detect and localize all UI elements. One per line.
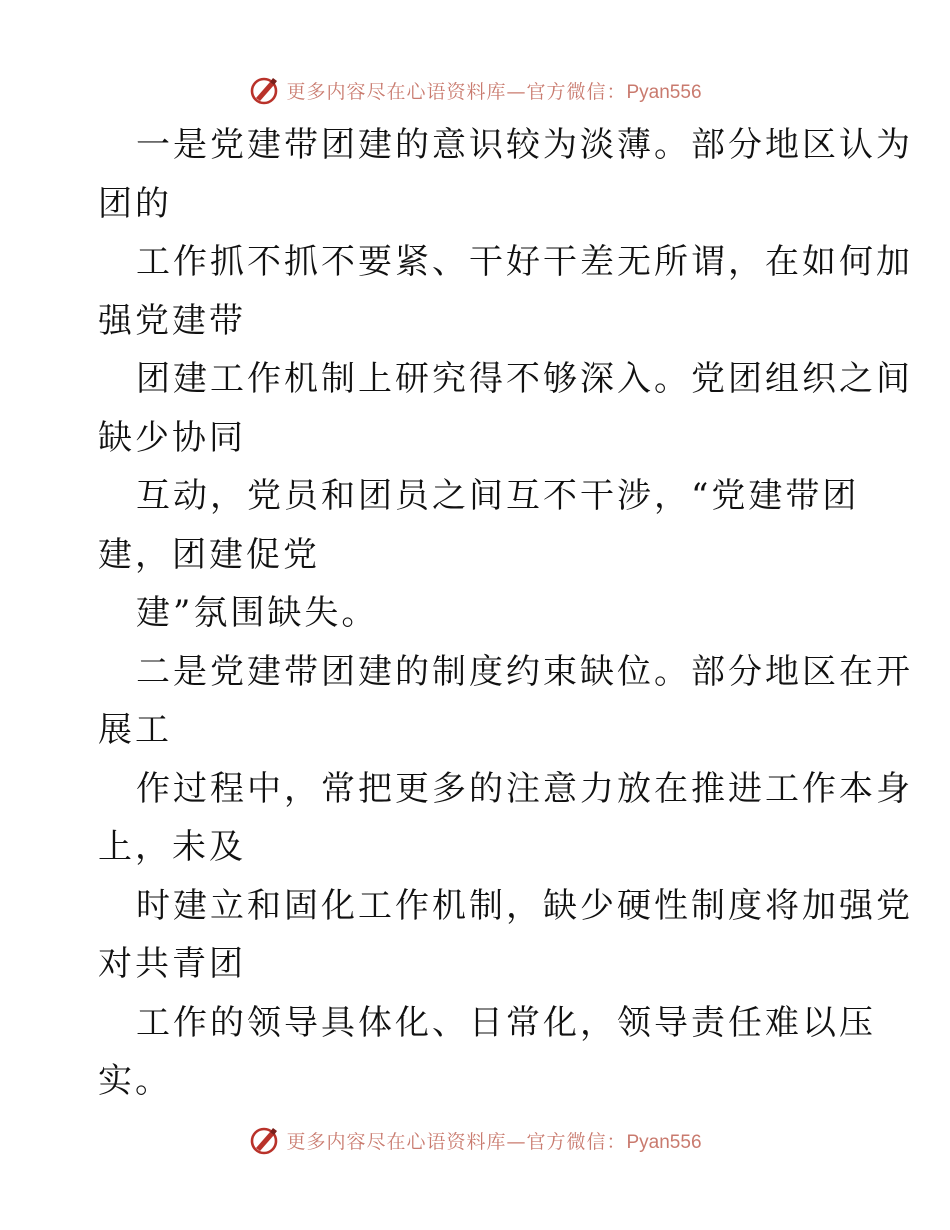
document-body bbox=[98, 116, 913, 1111]
text-line: 强党建带 bbox=[98, 300, 246, 341]
text-line: 上，未及 bbox=[98, 827, 246, 867]
text-line: 实。 bbox=[98, 1061, 172, 1101]
watermark-text: 更多内容尽在心语资料库—官方微信：Pyan556 bbox=[286, 1130, 702, 1153]
pen-logo-icon bbox=[248, 74, 280, 106]
text-line: 二是党建带团建的制度约束缺位。部分地区在开 bbox=[136, 651, 913, 692]
text-line: 建”氛围缺失。 bbox=[136, 593, 379, 633]
header-watermark bbox=[0, 70, 950, 110]
text-line: 作过程中，常把更多的注意力放在推进工作本身 bbox=[136, 768, 913, 809]
text-line: 展工 bbox=[98, 710, 172, 750]
text-line: 一是党建带团建的意识较为淡薄。部分地区认为 bbox=[136, 125, 913, 165]
text-line: 工作的领导具体化、日常化，领导责任难以压 bbox=[136, 1002, 876, 1043]
text-line: 工作抓不抓不要紧、干好干差无所谓，在如何加 bbox=[136, 242, 913, 282]
text-line: 时建立和固化工作机制，缺少硬性制度将加强党 bbox=[136, 885, 913, 926]
text-line: 互动，党员和团员之间互不干涉，“党建带团 bbox=[136, 476, 860, 516]
footer-watermark bbox=[0, 1120, 950, 1160]
text-line: 建，团建促党 bbox=[98, 534, 320, 575]
text-line: 对共青团 bbox=[98, 944, 246, 984]
text-line: 团的 bbox=[98, 183, 172, 224]
watermark-text: 更多内容尽在心语资料库—官方微信：Pyan556 bbox=[286, 80, 702, 103]
pen-logo-icon bbox=[248, 1124, 280, 1156]
text-line: 缺少协同 bbox=[98, 417, 246, 458]
text-line: 团建工作机制上研究得不够深入。党团组织之间 bbox=[136, 359, 913, 399]
